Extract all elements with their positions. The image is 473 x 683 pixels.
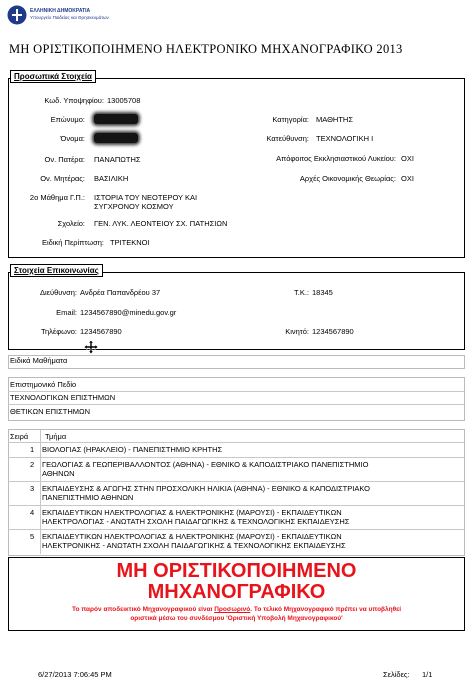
category-value: ΜΑΘΗΤΗΣ [316, 115, 353, 124]
ministry-line2: Υπουργείο Παιδείας και Θρησκευμάτων [30, 15, 109, 20]
email-value: 1234567890@minedu.gov.gr [80, 308, 177, 317]
candidate-code-label: Κωδ. Υποψηφίου: [44, 96, 104, 105]
direction-value: ΤΕΧΝΟΛΟΓΙΚΗ Ι [316, 134, 374, 143]
notice-big-line1: ΜΗ ΟΡΙΣΤΙΚΟΠΟΙΗΜΕΝΟ [116, 560, 357, 582]
col-order-header: Σειρά [10, 432, 29, 441]
name-redacted [94, 133, 138, 143]
dept-row-num: 3 [30, 484, 35, 493]
dept-row-line2: ΠΑΝΕΠΙΣΤΗΜΙΟ ΑΘΗΝΩΝ [42, 493, 134, 502]
field-item: ΘΕΤΙΚΩΝ ΕΠΙΣΤΗΜΩΝ [10, 407, 91, 416]
address-value: Ανδρέα Παπανδρέου 37 [80, 288, 161, 297]
church-lyceum-value: ΟΧΙ [401, 154, 414, 163]
dept-row-num: 4 [30, 508, 35, 517]
surname-label: Επώνυμο: [50, 115, 85, 124]
gp-course-label: 2ο Μάθημα Γ.Π.: [29, 193, 85, 202]
col-dept-header: Τμήμα [45, 432, 67, 441]
special-case-value: ΤΡΙΤΕΚΝΟΙ [110, 238, 150, 247]
postcode-value: 18345 [312, 288, 333, 297]
surname-redacted [94, 114, 138, 124]
move-cursor-icon [84, 340, 98, 354]
gp-course-value-line1: ΙΣΤΟΡΙΑ ΤΟΥ ΝΕΟΤΕΡΟΥ ΚΑΙ [94, 193, 198, 202]
notice-big-line2: ΜΗΧΑΝΟΓΡΑΦΙΚΟ [147, 581, 326, 603]
dept-row-line1: ΕΚΠΑΙΔΕΥΤΙΚΩΝ ΗΛΕΚΤΡΟΛΟΓΙΑΣ & ΗΛΕΚΤΡΟΝΙΚΗΣ (ΜΑΡΟΥΣΙ) - ΕΚΠΑΙΔΕΥΤΙΚΩΝ [42, 532, 342, 541]
phone-label: Τηλέφωνο: [40, 327, 77, 336]
mother-name-label: Ον. Μητέρας: [40, 174, 85, 183]
field-item: ΤΕΧΝΟΛΟΓΙΚΩΝ ΕΠΙΣΤΗΜΩΝ [10, 393, 116, 402]
dept-row-line2: ΗΛΕΚΤΡΟΛΟΓΙΑΣ - ΑΝΩΤΑΤΗ ΣΧΟΛΗ ΠΑΙΔΑΓΩΓΙΚΗΣ & ΤΕΧΝΟΛΟΓΙΚΗΣ ΕΚΠΑΙΔΕΥΣΗΣ [42, 517, 350, 526]
personal-info-box [8, 78, 465, 258]
address-label: Διεύθυνση: [39, 288, 77, 297]
dept-row-line1: ΕΚΠΑΙΔΕΥΣΗΣ & ΑΓΩΓΗΣ ΣΤΗΝ ΠΡΟΣΧΟΛΙΚΗ ΗΛΙΚΙΑ (ΑΘΗΝΑ) - ΕΘΝΙΚΟ & ΚΑΠΟΔΙΣΤΡΙΑΚΟ [42, 484, 370, 493]
dept-row-num: 5 [30, 532, 35, 541]
school-label: Σχολείο: [57, 219, 85, 228]
notice-provisional-link: Προσωρινό [214, 606, 251, 613]
email-label: Email: [56, 308, 77, 317]
mobile-label: Κινητό: [285, 327, 309, 336]
dept-row-line1: ΕΚΠΑΙΔΕΥΤΙΚΩΝ ΗΛΕΚΤΡΟΛΟΓΙΑΣ & ΗΛΕΚΤΡΟΝΙΚΗΣ (ΜΑΡΟΥΣΙ) - ΕΚΠΑΙΔΕΥΤΙΚΩΝ [42, 508, 342, 517]
father-name-label: Ον. Πατέρα: [44, 155, 85, 164]
mother-name-value: ΒΑΣΙΛΙΚΗ [94, 174, 129, 183]
print-datetime: 6/27/2013 7:06:45 PM [38, 670, 112, 679]
dept-row-line1: ΓΕΩΛΟΓΙΑΣ & ΓΕΩΠΕΡΙΒΑΛΛΟΝΤΟΣ (ΑΘΗΝΑ) - ΕΘΝΙΚΟ & ΚΑΠΟΔΙΣΤΡΙΑΚΟ ΠΑΝΕΠΙΣΤΗΜΙΟ [42, 460, 369, 469]
name-label: Όνομα: [60, 134, 85, 143]
father-name-value: ΠΑΝΑΠΩΤΗΣ [94, 155, 141, 164]
personal-section-title: Προσωπικά Στοιχεία [10, 70, 96, 83]
notice-small-line1 [8, 606, 465, 613]
special-courses-label: Ειδικά Μαθήματα [10, 356, 68, 365]
special-courses-box [8, 355, 465, 369]
school-value: ΓΕΝ. ΛΥΚ. ΛΕΟΝΤΕΙΟΥ ΣΧ. ΠΑΤΗΣΙΩΝ [94, 219, 228, 228]
direction-label: Κατεύθυνση: [266, 134, 309, 143]
econ-theory-value: ΟΧΙ [401, 174, 414, 183]
special-case-label: Ειδική Περίπτωση: [42, 238, 104, 247]
contact-section-title: Στοιχεία Επικοινωνίας [10, 264, 103, 277]
econ-theory-label: Αρχές Οικονομικής Θεωρίας: [299, 174, 396, 183]
dept-row-line1: ΒΙΟΛΟΓΙΑΣ (ΗΡΑΚΛΕΙΟ) - ΠΑΝΕΠΙΣΤΗΜΙΟ ΚΡΗΤΗΣ [42, 445, 223, 454]
page-title: ΜΗ ΟΡΙΣΤΙΚΟΠΟΙΗΜΕΝΟ ΗΛΕΚΤΡΟΝΙΚΟ ΜΗΧΑΝΟΓΡΑΦΙΚΟ 2013 [9, 42, 403, 56]
category-label: Κατηγορία: [272, 115, 309, 124]
church-lyceum-label: Απόφοιτος Εκκλησιαστικού Λυκείου: [276, 154, 396, 163]
notice-small-line2: οριστικά μέσω του συνδέσμου 'Οριστική Υποβολή Μηχανογραφικού' [130, 615, 343, 622]
dept-row-num: 1 [30, 445, 35, 454]
notice-small-part1: Το παρόν αποδεικτικό Μηχανογραφικού είναι [71, 606, 215, 613]
dept-row-num: 2 [30, 460, 35, 469]
postcode-label: Τ.Κ.: [293, 288, 309, 297]
dept-row-line2: ΑΘΗΝΩΝ [42, 469, 75, 478]
gp-course-value-line2: ΣΥΓΧΡΟΝΟΥ ΚΟΣΜΟΥ [94, 202, 174, 211]
mobile-value: 1234567890 [312, 327, 354, 336]
emblem-icon [7, 5, 27, 25]
pages-label: Σελίδες: [383, 670, 410, 679]
candidate-code-value: 13005708 [107, 96, 141, 105]
phone-value: 1234567890 [80, 327, 122, 336]
dept-row-line2: ΗΛΕΚΤΡΟΝΙΚΗΣ - ΑΝΩΤΑΤΗ ΣΧΟΛΗ ΠΑΙΔΑΓΩΓΙΚΗΣ & ΤΕΧΝΟΛΟΓΙΚΗΣ ΕΚΠΑΙΔΕΥΣΗΣ [42, 541, 346, 550]
ministry-line1: ΕΛΛΗΝΙΚΗ ΔΗΜΟΚΡΑΤΙΑ [30, 8, 91, 14]
pages-value: 1/1 [422, 670, 433, 679]
fields-label: Επιστημονικό Πεδίο [10, 380, 77, 389]
notice-small-part2: . Το τελικό Μηχανογραφικό πρέπει να υποβληθεί [250, 606, 402, 613]
